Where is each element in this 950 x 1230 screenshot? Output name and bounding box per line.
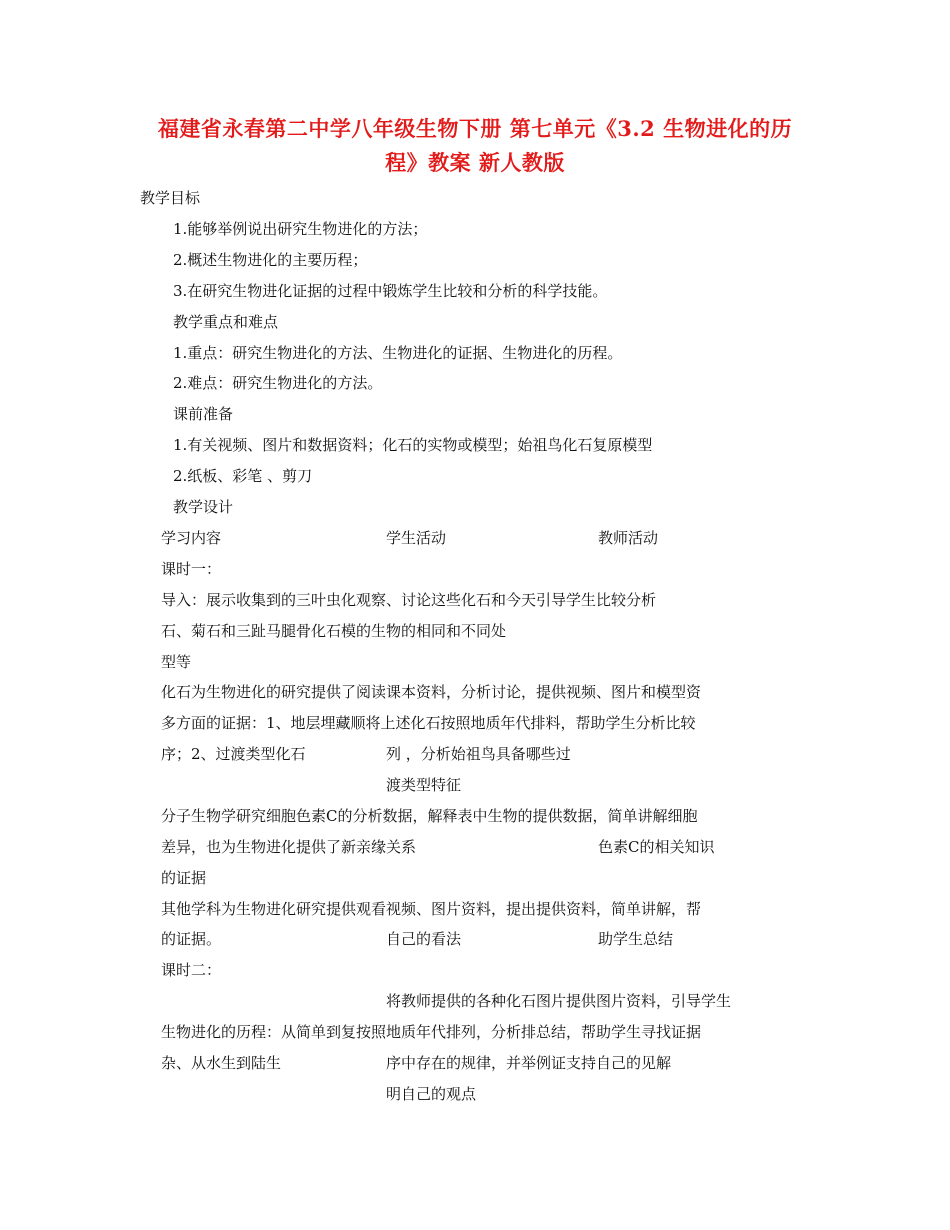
table-line: 杂、从水生到陆生 [161, 1054, 282, 1072]
table-line: 渡类型特征 [386, 776, 462, 794]
objective-item: 1.能够举例说出研究生物进化的方法； [173, 220, 428, 238]
preparation-item: 2.纸板、彩笔 、剪刀 [173, 467, 313, 485]
table-line: 明自己的观点 [386, 1085, 477, 1103]
design-heading: 教学设计 [173, 498, 234, 516]
key-points-heading: 教学重点和难点 [173, 313, 279, 331]
table-line: 的证据 [161, 869, 207, 887]
table-line: 助学生总结 [598, 930, 674, 948]
lesson-one-label: 课时一： [161, 560, 222, 578]
table-line: 色素C的相关知识 [598, 838, 715, 856]
table-line: 多方面的证据：1、地层埋藏顺将上述化石按照地质年代排料，帮助学生分析比较 [161, 714, 696, 732]
table-line: 的证据。 [161, 930, 222, 948]
objectives-heading: 教学目标 [140, 189, 201, 207]
key-point-item: 1.重点：研究生物进化的方法、生物进化的证据、生物进化的历程。 [173, 344, 623, 362]
table-line: 石、菊石和三趾马腿骨化石模的生物的相同和不同处 [161, 622, 507, 640]
table-line: 导入：展示收集到的三叶虫化观察、讨论这些化石和今天引导学生比较分析 [161, 591, 657, 609]
table-header-student: 学生活动 [386, 529, 447, 547]
lesson-two-label: 课时二： [161, 961, 222, 979]
table-line: 生物进化的历程：从简单到复按照地质年代排列，分析排总结，帮助学生寻找证据 [161, 1023, 702, 1041]
table-line: 化石为生物进化的研究提供了阅读课本资料，分析讨论，提供视频、图片和模型资 [161, 683, 702, 701]
objective-item: 2.概述生物进化的主要历程； [173, 251, 368, 269]
preparation-heading: 课前准备 [173, 405, 234, 423]
key-point-item: 2.难点：研究生物进化的方法。 [173, 374, 383, 392]
objective-item: 3.在研究生物进化证据的过程中锻炼学生比较和分析的科学技能。 [173, 282, 608, 300]
table-line: 型等 [161, 653, 192, 671]
table-line: 序；2、过渡类型化石 [161, 745, 306, 763]
table-line: 自己的看法 [386, 930, 462, 948]
table-line: 将教师提供的各种化石图片提供图片资料，引导学生 [386, 992, 732, 1010]
document-title-line-2: 程》教案 新人教版 [385, 150, 565, 175]
document-title-line-1: 福建省永春第二中学八年级生物下册 第七单元《3.2 生物进化的历 [157, 116, 793, 141]
preparation-item: 1.有关视频、图片和数据资料；化石的实物或模型；始祖鸟化石复原模型 [173, 436, 653, 454]
table-line: 分子生物学研究细胞色素C的分析数据，解释表中生物的提供数据，简单讲解细胞 [161, 807, 698, 825]
table-line: 其他学科为生物进化研究提供观看视频、图片资料，提出提供资料，简单讲解，帮 [161, 900, 702, 918]
table-line: 序中存在的规律，并举例证支持自己的见解 [386, 1054, 672, 1072]
table-line: 列 ，分析始祖鸟具备哪些过 [386, 745, 571, 763]
table-header-content: 学习内容 [161, 529, 222, 547]
table-header-teacher: 教师活动 [598, 529, 659, 547]
table-line: 差异，也为生物进化提供了新亲缘关系 [161, 838, 417, 856]
